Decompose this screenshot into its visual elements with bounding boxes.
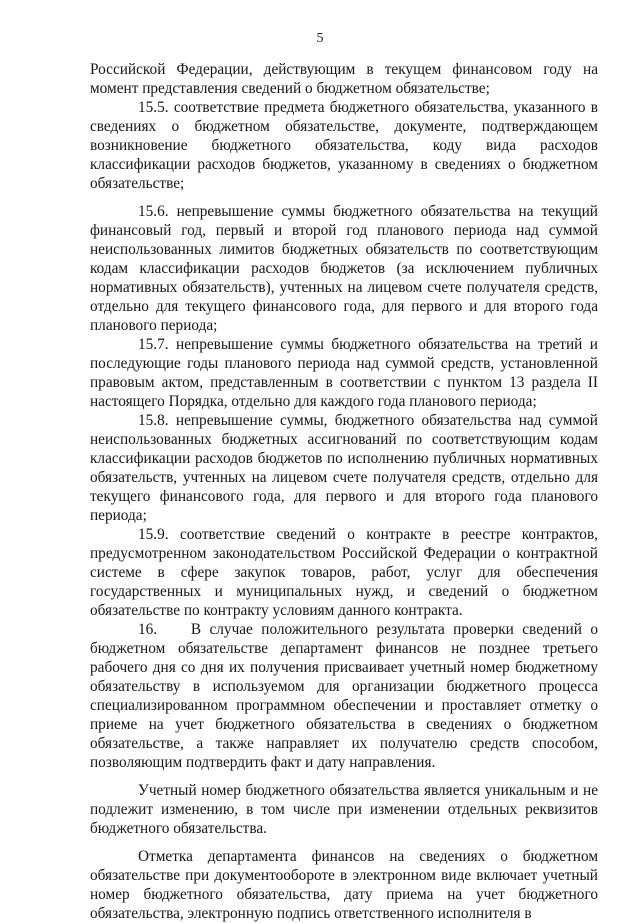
- document-body: [90, 60, 602, 923]
- paragraph-16: 16. В случае положительного результата проверки сведений о бюджетном обязательстве департамент финансов не позднее третьего рабочего дня со дня их получения присваивает учетный номер бюджетному обязательству в используемом для организации бюджетного процесса специализированном программном обеспечении и проставляет отметку о приеме на учет бюджетного обязательства в сведениях о бюджетном обязательстве, а также направляет их получателю средств способом, позволяющим подтвердить факт и дату направления.: [90, 621, 602, 771]
- paragraph-15-5: 15.5. соответствие предмета бюджетного обязательства, указанного в сведениях о бюджетном обязательстве, документе, подтверждающем возникновение бюджетного обязательства, коду вида расходов классификации расходов бюджетов, указанному в сведениях о бюджетном обязательстве;: [90, 99, 598, 192]
- page-number: 5: [316, 31, 324, 46]
- paragraph-mark: Отметка департамента финансов на сведениях о бюджетном обязательстве при документообороте в электронном виде включает учетный номер бюджетного обязательства, дату приема на учет бюджетного обязательства, электронную подпись ответственного исполнителя в: [90, 848, 598, 922]
- paragraph-15-9: 15.9. соответствие сведений о контракте в реестре контрактов, предусмотренном законодательством Российской Федерации о контрактной системе в сфере закупок товаров, работ, услуг для обеспечения государственных и муниципальных нужд, и сведений о бюджетном обязательстве по контракту условиям данного контракта.: [90, 526, 598, 619]
- paragraph-continuation: Российской Федерации, действующим в текущем финансовом году на момент представления сведений о бюджетном обязательстве;: [90, 61, 598, 97]
- paragraph-account-number: Учетный номер бюджетного обязательства является уникальным и не подлежит изменению, в том числе при изменении отдельных реквизитов бюджетного обязательства.: [90, 782, 598, 837]
- paragraph-15-8: 15.8. непревышение суммы, бюджетного обязательства над суммой неиспользованных бюджетных ассигнований по соответствующим кодам классификации расходов бюджетов по исполнению публичных нормативных обязательств, учтенных на лицевом счете получателя средств, отдельно для текущего финансового года, для первого и для второго года планового периода;: [90, 412, 598, 524]
- paragraph-15-6: 15.6. непревышение суммы бюджетного обязательства на текущий финансовый год, первый и второй год планового периода над суммой неиспользованных лимитов бюджетных обязательств по соответствующим кодам классификации расходов бюджетов (за исключением публичных нормативных обязательств), учтенных на лицевом счете получателя средств, отдельно для текущего финансового года, для первого и для второго года планового периода;: [90, 203, 598, 334]
- paragraph-15-7: 15.7. непревышение суммы бюджетного обязательства на третий и последующие годы планового периода над суммой средств, установленной правовым актом, представленным в соответствии с пунктом 13 раздела II настоящего Порядка, отдельно для каждого года планового периода;: [90, 336, 598, 410]
